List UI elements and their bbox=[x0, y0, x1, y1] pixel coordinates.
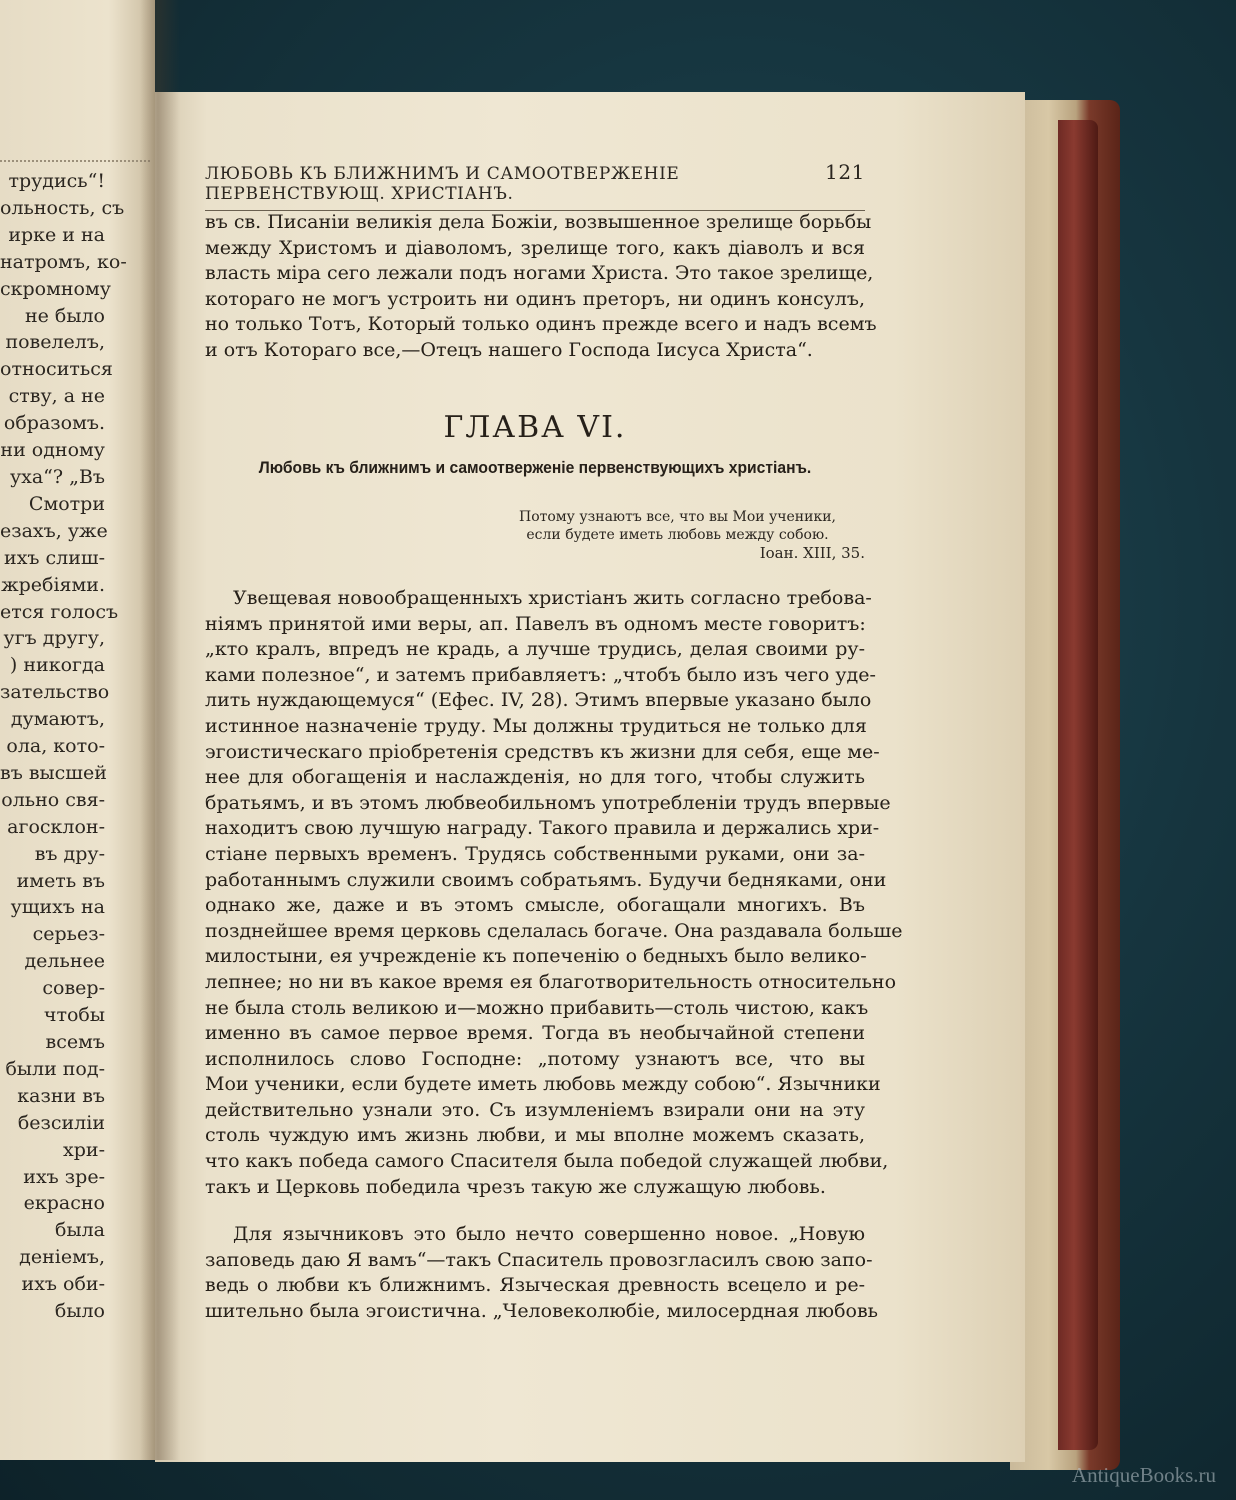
paragraph-2 bbox=[205, 1222, 879, 1324]
page-number: 121 bbox=[825, 160, 865, 184]
left-page-line: ству, а не bbox=[8, 385, 105, 408]
text-line: братьямъ, и въ этомъ любвеобильномъ употребленіи трудъ впервые bbox=[205, 791, 891, 814]
left-page-line: повелелъ, bbox=[5, 331, 105, 354]
left-page-line: езахъ, уже bbox=[0, 519, 108, 542]
left-page-line: Смотри bbox=[28, 492, 105, 515]
text-line: Увещевая новообращенныхъ христіанъ жить согласно требова- bbox=[233, 587, 872, 609]
left-page-line: дельнее bbox=[24, 950, 105, 973]
left-page-line: чтобы bbox=[43, 1004, 105, 1027]
left-page-line: ольно свя- bbox=[1, 788, 105, 811]
text-line: эгоистическаго пріобретенія средствъ къ жизни для себя, еще ме- bbox=[205, 740, 880, 763]
chapter-heading: ГЛАВА VI. bbox=[443, 410, 627, 445]
left-page-line: натромъ, ко- bbox=[0, 250, 127, 273]
text-line: ками полезное“, и затемъ прибавляетъ: „чтобъ было изъ чего уде- bbox=[205, 663, 876, 686]
left-page-line: уха“? „Въ bbox=[9, 465, 105, 488]
epigraph-line-1: Потому узнаютъ все, что вы Мои ученики, bbox=[518, 509, 836, 525]
left-page-line: въ высшей bbox=[0, 761, 107, 784]
left-page-line: ущихъ на bbox=[10, 896, 105, 919]
left-page-line: ) никогда bbox=[9, 654, 105, 677]
epigraph-source: Іоан. XIII, 35. bbox=[759, 544, 865, 562]
text-line: лепнее; но ни въ какое время ея благотворительность относительно bbox=[205, 970, 897, 993]
text-line: заповедь даю Я вамъ“—такъ Спаситель провозгласилъ свою запо- bbox=[205, 1248, 873, 1271]
chapter-subtitle: Любовь къ ближнимъ и самоотверженіе первенствующихъ христіанъ. bbox=[258, 458, 812, 477]
left-page-line: ола, кото- bbox=[6, 735, 105, 758]
text-line: что какъ победа самого Спасителя была победой служащей любви, bbox=[205, 1150, 889, 1173]
left-page-line: безсиліи bbox=[17, 1111, 105, 1134]
text-line: и отъ Котораго все,—Отецъ нашего Господа Іисуса Христа“. bbox=[205, 338, 813, 361]
watermark: AntiqueBooks.ru bbox=[1071, 1463, 1216, 1487]
top-paragraph bbox=[205, 210, 877, 364]
running-head-title: ЛЮБОВЬ КЪ БЛИЖНИМЪ И САМООТВЕРЖЕНІЕ ПЕРВЕНСТВУЮЩ. ХРИСТІАНЪ. bbox=[205, 164, 680, 204]
left-page-line: угъ другу, bbox=[3, 627, 105, 650]
left-page-line: казни въ bbox=[17, 1084, 105, 1107]
left-page-line: деніемъ, bbox=[19, 1246, 105, 1269]
text-line: нее для обогащенія и наслажденія, но для того, чтобы служить bbox=[205, 766, 865, 789]
left-page-line: была bbox=[55, 1219, 105, 1242]
left-page-line: ни одному bbox=[0, 439, 105, 462]
text-line: Мои ученики, если будете иметь любовь между собою“. Язычники bbox=[205, 1073, 881, 1096]
left-page-line: серьез- bbox=[32, 923, 105, 946]
left-page-line: относиться bbox=[0, 358, 113, 381]
text-line: находитъ свою лучшую награду. Такого правила и держались хри- bbox=[205, 817, 880, 840]
book-spine bbox=[1058, 120, 1098, 1450]
left-page-line: ется голосъ bbox=[0, 600, 119, 623]
epigraph bbox=[470, 508, 865, 562]
text-line: „кто кралъ, впредъ не крадь, а лучше трудись, делая своими ру- bbox=[205, 638, 865, 661]
text-line: котораго не могъ устроить ни одинъ преторъ, ни одинъ консулъ, bbox=[205, 287, 865, 310]
text-line: работаннымъ служили своимъ собратьямъ. Будучи бедняками, они bbox=[205, 868, 887, 891]
text-line: именно въ самое первое время. Тогда въ необычайной степени bbox=[205, 1022, 865, 1045]
running-head bbox=[205, 160, 865, 211]
text-line: милостыни, ея учрежденіе къ попеченію о бедныхъ было велико- bbox=[205, 945, 867, 968]
left-page-line: иметь въ bbox=[16, 869, 105, 892]
text-line: стіане первыхъ временъ. Трудясь собственными руками, они за- bbox=[205, 842, 865, 865]
text-line: истинное назначеніе труду. Мы должны трудиться не только для bbox=[205, 714, 867, 737]
left-page-line: было bbox=[54, 1300, 105, 1323]
text-line: не была столь великою и—можно прибавить—столь чистою, какъ bbox=[205, 996, 869, 1019]
left-page-line: агосклон- bbox=[7, 815, 105, 838]
text-line: Для язычниковъ это было нечто совершенно новое. „Новую bbox=[233, 1223, 865, 1245]
left-page-line: ольность, съ bbox=[0, 196, 125, 219]
left-page-line: ихъ слиш- bbox=[4, 546, 105, 569]
text-line: ведь о любви къ ближнимъ. Языческая древность всецело и ре- bbox=[205, 1274, 865, 1297]
left-page-line: жребіями. bbox=[1, 573, 105, 596]
left-page-line: зательство bbox=[0, 681, 110, 704]
left-page-line: были под- bbox=[5, 1057, 105, 1080]
left-page-line: всемъ bbox=[45, 1031, 105, 1053]
left-page-text bbox=[0, 168, 127, 1325]
text-line: столь чуждую имъ жизнь любви, и мы вполне можемъ сказать, bbox=[205, 1124, 865, 1147]
left-page-line: образомъ. bbox=[3, 412, 105, 435]
left-page-line: не было bbox=[24, 304, 105, 327]
left-page-line: ихъ зре- bbox=[23, 1165, 105, 1188]
left-page-line: трудись“! bbox=[8, 170, 105, 192]
text-line: шительно была эгоистична. „Человеколюбіе, милосердная любовь bbox=[205, 1299, 879, 1322]
text-line: ніямъ принятой ими веры, ап. Павелъ въ одномъ месте говоритъ: bbox=[205, 612, 866, 635]
text-line: исполнилось слово Господне: „потому узнаютъ все, что вы bbox=[205, 1047, 865, 1070]
left-page-line: екрасно bbox=[23, 1192, 105, 1215]
text-line: лить нуждающемуся“ (Ефес. IV, 28). Этимъ впервые указано было bbox=[205, 689, 872, 712]
left-page-line: думаютъ, bbox=[10, 708, 105, 731]
text-line: между Христомъ и діаволомъ, зрелище того, какъ діаволъ и вся bbox=[205, 236, 865, 259]
left-page-line: ирке и на bbox=[8, 223, 105, 246]
left-page-line: хри- bbox=[63, 1138, 105, 1161]
book-gutter bbox=[140, 0, 180, 1460]
text-line: власть міра сего лежали подъ ногами Христа. Это такое зрелище, bbox=[205, 262, 874, 285]
text-line: но только Тотъ, Который только одинъ прежде всего и надъ всемъ bbox=[205, 313, 877, 336]
text-line: однако же, даже и въ этомъ смысле, обогащали многихъ. Въ bbox=[205, 894, 865, 917]
left-page-ornament bbox=[0, 150, 150, 162]
left-page-line: совер- bbox=[42, 977, 105, 1000]
text-line: въ св. Писаніи великія дела Божіи, возвышенное зрелище борьбы bbox=[205, 211, 872, 233]
left-page-line: скромному bbox=[0, 277, 111, 300]
epigraph-line-2: если будете иметь любовь между собою. bbox=[526, 527, 829, 543]
paragraph-1 bbox=[205, 586, 903, 1200]
text-line: такъ и Церковь победила чрезъ такую же служащую любовь. bbox=[205, 1175, 826, 1198]
text-line: действительно узнали это. Съ изумленіемъ взирали они на эту bbox=[205, 1098, 865, 1121]
text-line: позднейшее время церковь сделалась богаче. Она раздавала больше bbox=[205, 919, 903, 942]
left-page bbox=[0, 0, 155, 1460]
left-page-line: въ дру- bbox=[34, 842, 105, 865]
left-page-line: ихъ оби- bbox=[21, 1273, 105, 1296]
